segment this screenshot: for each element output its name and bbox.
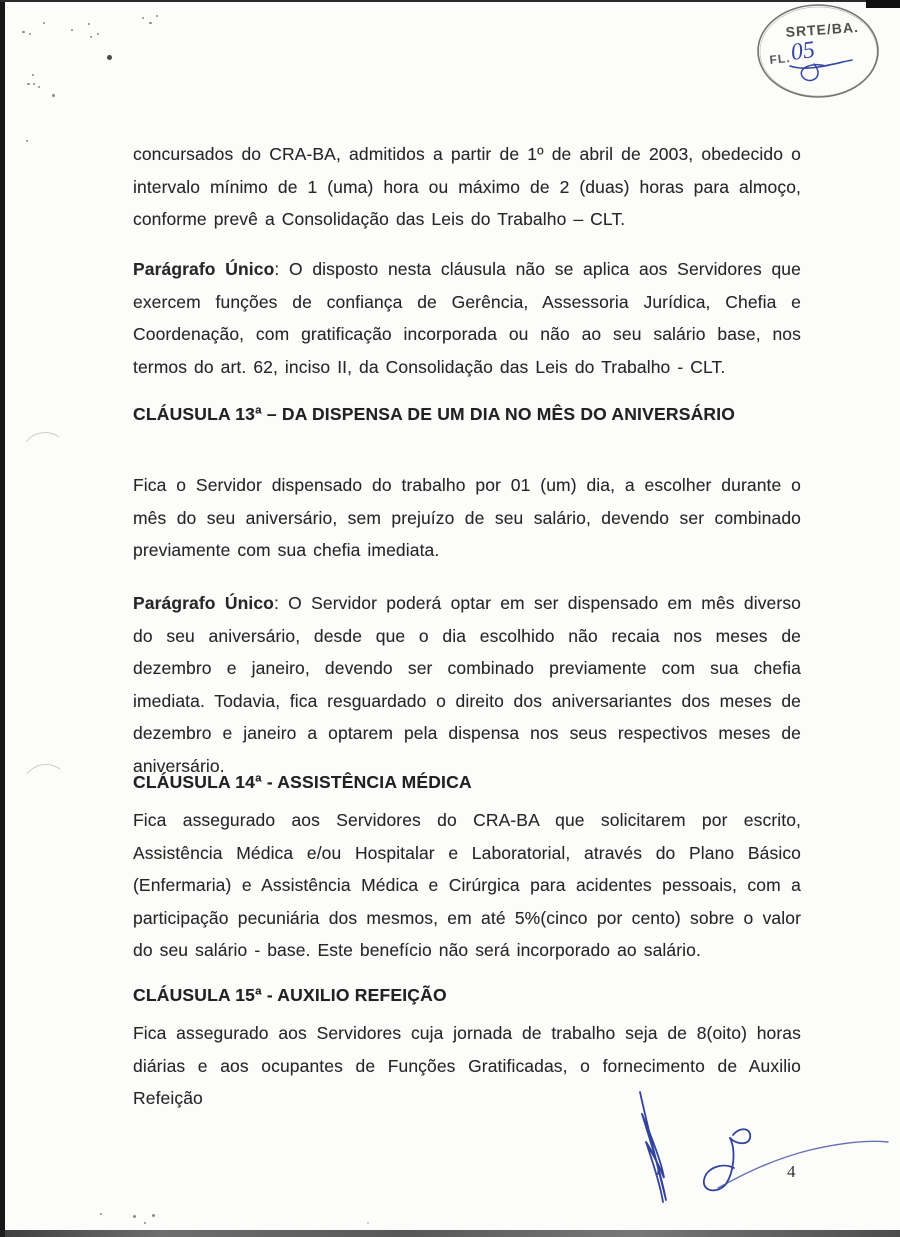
paragraph-clt-intervalo: concursados do CRA-BA, admitidos a partir de 1º de abril de 2003, obedecido o intervalo mínimo de 1 (uma) hora ou máximo de 2 (duas) horas para almoço, conforme prevê a Consolidação das Leis do Trabalho – CLT. (133, 144, 801, 230)
scan-edge-left (0, 0, 5, 1237)
stamp-fl-label: FL. (768, 50, 792, 67)
paragraph-unico-clausula13 (133, 587, 801, 783)
paragraph-unico-clausula12 (133, 253, 801, 383)
paragraph-lead: Parágrafo Único (133, 259, 275, 279)
stamp-org-text: SRTE/BA. (785, 18, 860, 40)
heading-clausula-13: CLÁUSULA 13ª – DA DISPENSA DE UM DIA NO MÊS DO ANIVERSÁRIO (133, 404, 736, 424)
signature-graphic (600, 1080, 900, 1230)
paragraph-rest: : O disposto nesta cláusula não se aplica aos Servidores que exercem funções de confiança de Gerência, Assessoria Jurídica, Chefia e Coordenação, com gratificação incorporada ou não ao seu salário base, nos termos do art. 62, inciso II, da Consolidação das Leis do Trabalho - CLT. (133, 259, 801, 377)
paragraph-auxilio-refeicao: Fica assegurado aos Servidores cuja jornada de trabalho seja de 8(oito) horas diárias e aos ocupantes de Funções Gratificadas, o fornecimento de Auxilio Refeição (133, 1023, 801, 1109)
page-number: 4 (787, 1162, 796, 1181)
hole-punch-mark (18, 429, 72, 483)
heading-clausula-15: CLÁUSULA 15ª - AUXILIO REFEIÇÃO (133, 985, 447, 1005)
heading-clausula-14: CLÁUSULA 14ª - ASSISTÊNCIA MÉDICA (133, 772, 472, 792)
paragraph-assistencia-medica: Fica assegurado aos Servidores do CRA-BA que solicitarem por escrito, Assistência Médica e/ou Hospitalar e Laboratorial, através do Plano Básico (Enfermaria) e Assistência Médica e Cirúrgica para acidentes pessoais, com a participação pecuniária dos mesmos, em até 5%(cinco por cento) sobre o valor do seu salário - base. Este benefício não será incorporado ao salário. (133, 810, 801, 961)
stamp-fl-number: 05 (789, 36, 817, 66)
stamp-graphic (748, 2, 893, 102)
hole-punch-mark (19, 761, 73, 815)
paragraph-lead: Parágrafo Único (133, 593, 274, 613)
signature-mark (600, 1080, 900, 1230)
scan-edge-bottom (0, 1230, 900, 1237)
paragraph-dispensa-aniversario: Fica o Servidor dispensado do trabalho por 01 (um) dia, a escolher durante o mês do seu aniversário, sem prejuízo de seu salário, devendo ser combinado previamente com sua chefia imediata. (133, 475, 801, 561)
paragraph-rest: : O Servidor poderá optar em ser dispensado em mês diverso do seu aniversário, desde que o dia escolhido não recaia nos meses de dezembro e janeiro, devendo ser combinado previamente com sua chefia imediata. Todavia, fica resguardado o direito dos aniversariantes dos meses de dezembro e janeiro a optarem pela dispensa nos seus respectivos meses de aniversário. (133, 593, 801, 776)
round-stamp (748, 2, 893, 102)
